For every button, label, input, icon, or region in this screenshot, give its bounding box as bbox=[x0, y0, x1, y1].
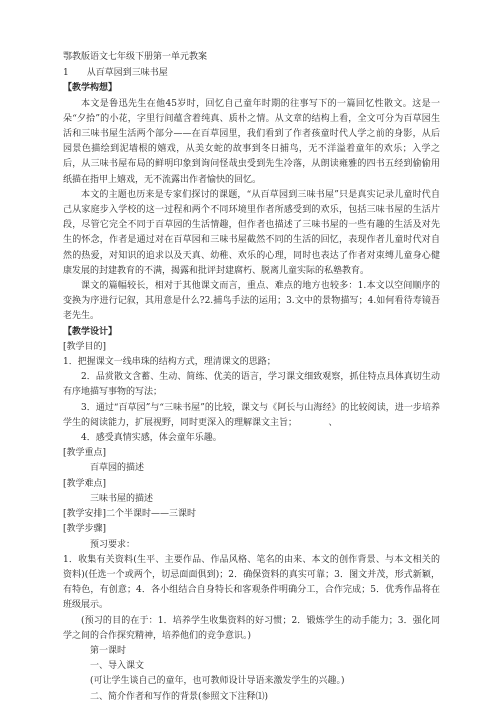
difficulty-heading: [教学难点] bbox=[63, 478, 107, 489]
schedule-heading: [教学安排]二个半课时——三课时 bbox=[63, 509, 197, 520]
section-heading-plan: 【教学设计】 bbox=[63, 326, 118, 337]
preview-requirements: 1．收集有关资料(生平、主要作品、作品风格、笔名的由来、本文的创作背景、与本文相关的资料)(任选一个或两个，切忌面面俱到)；2．确保资料的真实可靠；3．图文并茂，形式新颖，有特色，有创意；4．各小组结合自身特长和客观条件明确分工，合作完成；5．优秀作品将在班级展示。 bbox=[63, 554, 440, 611]
doc-title: 鄂教版语文七年级下册第一单元教案 bbox=[63, 52, 208, 62]
goal-item-4: 4．感受真情实感，体会童年乐趣。 bbox=[81, 433, 222, 444]
steps-heading: [教学步骤] bbox=[63, 524, 107, 535]
period-heading: 第一课时 bbox=[90, 645, 127, 656]
goal-item-3: 3．通过“百草园”与“三味书屋”的比较，课文与《阿长与山海经》的比较阅读，进一步培养学生的阅读能力，扩展视野，同时更深入的理解课文主旨； 、 bbox=[63, 402, 440, 428]
design-paragraph-2: 本文的主题也历来是专家们探讨的课题，“从百草园到三味书屋”只是真实记录儿童时代自己从家庭步入学校的这一过程和两个不同环境里作者所感受到的欢乐，包括三味书屋的生活片段，尽管它完全不同于百草园的生活情趣，但作者也描述了三味书屋的一些有趣的生活及对先生的怀念，作者是通过对在百草园和三味书屋截然不同的生活的回忆，表现作者儿童时代对自然的热爱，对知识的追求以及天真、幼稚、欢乐的心理，同时也表达了作者对束缚儿童身心健康发展的封建教育的不满，揭露和批评封建腐朽、脱离儿童实际的私塾教育。 bbox=[63, 189, 440, 276]
design-paragraph-3: 课文的篇幅较长，相对于其他课文而言，重点、难点的地方也较多：1.本文以空间顺序的变换为序进行记叙，其用意是什么?2.捕鸟手法的运用；3.文中的景物描写；4.如何看待寿镜吾老先生。 bbox=[63, 281, 440, 322]
step-2-heading: 二、简介作者和写作的背景(参照文下注释⑴) bbox=[90, 691, 269, 702]
key-point-text: 百草园的描述 bbox=[90, 463, 145, 474]
goal-item-2: 2．品赏散文含蓄、生动、简练、优美的语言，学习课文细致观察，抓住特点具体真切生动有序地描写事物的写法； bbox=[63, 372, 440, 398]
section-heading-design: 【教学构想】 bbox=[63, 83, 118, 94]
design-paragraph-1: 本文是鲁迅先生在他45岁时，回忆自己童年时期的往事写下的一篇回忆性散文。这是一朵“夕拾”的小花，字里行间蕴含着纯真、质朴之情。从文章的结构上看，全文可分为百草园生活和三味书屋生活两个部分——在百草园里，我们看到了作者孩童时代人学之前的身影，从后园景色描绘到泥墙根的嬉戏，从美女蛇的故事到冬日捕鸟，无不洋溢着童年的欢乐；入学之后，从三味书屋布局的鲜明印象到询问怪哉虫受到先生冷落，从朗读雍雅的四书五经到偷偷用纸描在指甲上嬉戏，无不流露出作者愉快的回忆。 bbox=[63, 98, 440, 185]
key-point-heading: [教学重点] bbox=[63, 448, 107, 459]
goal-heading: [教学目的] bbox=[63, 341, 107, 352]
lesson-heading: 1 从百草园到三味书屋 bbox=[63, 68, 168, 79]
step-1-text: (可让学生谈自己的童年，也可教师设计导语来激发学生的兴趣。) bbox=[90, 676, 345, 687]
preview-heading: 预习要求： bbox=[90, 539, 136, 550]
goal-item-1: 1．把握课文一线串珠的结构方式，理清课文的思路； bbox=[63, 357, 276, 368]
step-1-heading: 一、导入课文 bbox=[90, 661, 145, 672]
difficulty-text: 三味书屋的描述 bbox=[90, 493, 154, 504]
preview-purpose: (预习的目的在于：1．培养学生收集资料的好习惯；2．锻炼学生的动手能力；3．强化同学之间的合作探究精神，培养他们的竞争意识。) bbox=[63, 615, 440, 641]
